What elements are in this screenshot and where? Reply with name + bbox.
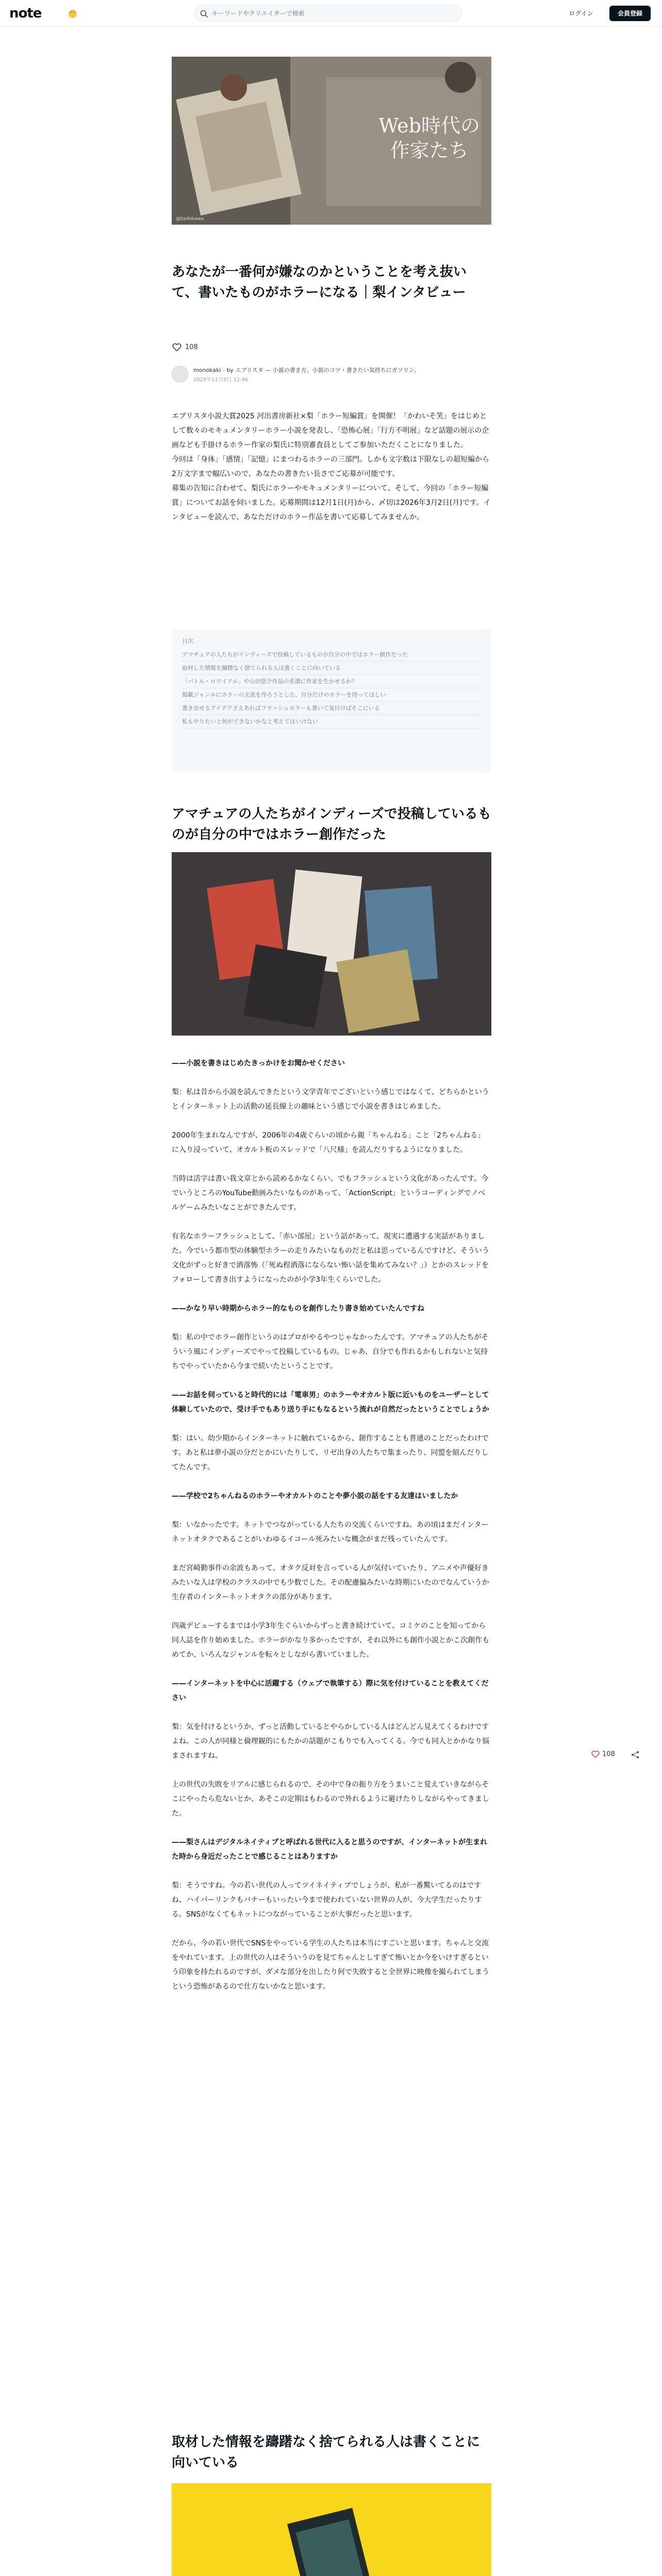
hero-credit: @kadokawa: [176, 216, 204, 222]
search-input[interactable]: [212, 6, 454, 21]
site-header: [0, 0, 662, 27]
lead-text: [172, 409, 491, 524]
interview-answer: 上の世代の失敗をリアルに感じられるので、その中で身の振り方をうまいこと覚えていきながらそこにやったら危ないとか、あそこの定期はもわるので外れるように避けたりしながらやってきました。: [172, 1781, 489, 1818]
hero-title-line2: 作家たち: [390, 139, 469, 162]
interview-answer: だから、今の若い世代でSNSをやっている学生の人たちは本当にすごいと思います。ちゃんと交流をやれています。上の世代の人はそういうのを見てちゃんとしすぎて怖いとか今をいけすぎるという印象を持たれるのですが、ダメな部分を出したり何で失敗すると全世界に映像を撮られてしまうという恐怖があるので仕方ないかなと思います。: [172, 1939, 489, 1991]
table-of-contents: [172, 630, 491, 773]
interview-answer: 梨：そうですね。今の若い世代の人ってツイネイティブでしょうが、私が一番驚いてるのはですね、ハイパーリンクもバナーもいったい今まで使われていない世界の人が、今大学生だったりする。SNSがなくてもネットにつながっていることが大事だったと思います。: [172, 1882, 482, 1919]
toc-heading: 目次: [182, 638, 193, 645]
toc-item[interactable]: 書き出せるアイデアさえあればフラッシュホラーも書いて気付けばそこにいる: [182, 702, 481, 715]
article-title: あなたが一番何が嫌なのかということを考え抜いて、書いたものがホラーになる｜梨インタビュー: [172, 264, 467, 300]
book-cover-illustration: [172, 2483, 491, 2576]
floating-like-button[interactable]: [591, 1750, 615, 1759]
toc-item[interactable]: 掲載ジャンルにホラーの支流を作ろうとした、自分だけのホラーを持ってほしい: [182, 688, 481, 702]
section-heading: アマチュアの人たちがインディーズで投稿しているものが自分の中ではホラー創作だった: [172, 806, 491, 842]
interview-question: ——かなり早い時期からホラー的なものを創作したり書き始めていたんですね: [172, 1304, 424, 1313]
interview-question: ——小説を書きはじめたきっかけをお聞かせください: [172, 1059, 345, 1067]
hero-title: [378, 113, 480, 163]
like-count: 108: [185, 343, 198, 351]
author-name[interactable]: monokaki - by エブリスタ — 小説の書き方、小説のコツ・書きたい気持ちにガソリン。: [193, 367, 420, 374]
lead-paragraph: エブリスタ小説大賞2025 河出書房新社×梨「ホラー短編賞」を開催！「かわいそ笑」をはじめとして数々のモキュメンタリーホラー小説を発表し、「恐怖心展」「行方不明展」など話題の展示の企画なども手掛けるホラー作家の梨氏に特別審査員としてご参加いただくことになりました。: [172, 412, 489, 449]
section-heading: 取材した情報を躊躇なく捨てられる人は書くことに向いている: [172, 2434, 481, 2470]
share-icon[interactable]: [630, 1750, 640, 1760]
search-icon: [200, 9, 209, 19]
interview-answer: 2000年生まれなんですが、2006年の4歳ぐらいの頃から親「ちゃんねる」こと「2ちゃんねる」に入り浸っていて、オカルト板のスレッドで「八尺様」を読んだりするようになりました。: [172, 1131, 485, 1154]
avatar[interactable]: [172, 366, 188, 382]
signup-button[interactable]: 会員登録: [609, 6, 651, 21]
publish-date: 2025年11月5日 12:46: [193, 377, 249, 383]
floating-like-count: 108: [602, 1750, 615, 1758]
hand-wave-icon: [67, 8, 78, 19]
interview-answer: まだ宮崎勤事件の余波もあって、オタク反対を言っている人が気付いていたり、アニメや声優好きみたいな人は学校のクラスの中でも少数でした。その配慮偏みたいな時期にいたのでなんていうか生存者のインターネットオタクの部分があります。: [172, 1564, 489, 1601]
interview-answer: 四歳デビューするまでは小学3年生ぐらいからずっと書き続けていて、コミケのことを知ってから同人誌を作り始めました。ホラーがかなり多かったですが、それ以外にも創作小説とかこ次創作もめてか、いろんなジャンルを転々としながら書いていました。: [172, 1622, 489, 1659]
login-button[interactable]: ログイン: [569, 10, 593, 17]
books-illustration: [172, 852, 491, 1036]
author-block: [172, 364, 491, 388]
interview-answer: 梨：気を付けるというか、ずっと活動しているとやらかしている人はどんどん見えてくるわけですよね。この人が同様と倫理観的にもたかの話題がこもりでも入ってくる。今でも同人とかかなり悩まされますね。: [172, 1723, 489, 1760]
toc-item[interactable]: 「バトル・ロワイアル」や山田悠介作品の系譜に作家を生かせるか？: [182, 675, 481, 688]
note-logo[interactable]: note: [9, 6, 42, 21]
book-cover-photo: [172, 2483, 491, 2576]
heart-icon: [591, 1750, 600, 1759]
interview-answer: 梨：私は昔から小説を読んできたという文学青年でございという感じではなくて、どちらかというとインターネット上の活動の延長線上の趣味という感じで小説を書きはじめました。: [172, 1088, 489, 1111]
like-button[interactable]: [172, 342, 198, 354]
hero-title-line1: Web時代の: [378, 114, 480, 137]
lead-paragraph: 今回は「身体」「感情」「記憶」にまつわるホラーの三部門。しかも文字数は下限なしの超短編から2万文字まで幅広いので、あなたの書きたい長さでご応募が可能です。: [172, 455, 489, 478]
interview-answer: 梨：いなかったです。ネットでつながっている人たちの交流くらいですね。あの頃はまだインターネットオタクであることがいわゆるイコール死みたいな概念がまだ残っていたんです。: [172, 1521, 489, 1544]
hero-image: [172, 57, 491, 225]
interview-answer: 梨：私の中でホラー創作というのはプロがやるやつじゃなかったんです。アマチュアの人たちがそういう風にインディーズでやって投稿しているもの。じゃあ、自分でも作れるかもしれないと気持ちでやっていたから今まで続いたということです。: [172, 1333, 489, 1370]
interview-question: ——学校で2ちゃんねるのホラーやオカルトのことや夢小説の話をする友達はいましたか: [172, 1492, 458, 1500]
toc-item[interactable]: 私もやりたいと何ができないかなと考えてはいけない: [182, 715, 481, 728]
search-bar[interactable]: [194, 5, 462, 22]
section1-body: [172, 1056, 491, 2008]
interview-answer: 当時は活字は書い我文章とから読めるかなくらい。でもフラッシュという文化があったんです。今でいうところのYouTube動画みたいなものがあって、「ActionScript」というコーディングでノベルゲームみたいなことができたんです。: [172, 1175, 489, 1212]
interview-answer: 梨：はい。幼少期からインターネットに触れているから、創作することも普通のことだったわけです。あと私は夢小説の分だとかにいたりして、リゼ出身の人たちで集まったり、同盟を組んだりしてたんです。: [172, 1434, 489, 1471]
heart-icon: [172, 342, 182, 352]
toc-item[interactable]: 取材した情報を躊躇なく捨てられる人は書くことに向いている: [182, 662, 481, 675]
interview-question: ——お話を伺っていると時代的には「電車男」のホラーやオカルト版に近いものをユーザーとして体験していたので、受け手でもあり送り手にもなるという流れが自然だったということでしょうか: [172, 1391, 489, 1414]
interview-question: ——梨さんはデジタルネイティブと呼ばれる世代に入ると思うのですが、インターネットが生まれた時から身近だったことで感じることはありますか: [172, 1838, 488, 1861]
lead-paragraph: 募集の告知に合わせて、梨氏にホラーやモキュメンタリーについて、そして、今回の「ホラー短編賞」についてお話を伺いました。応募期間は12月1日(月)から、〆切は2026年3月2日(月)です。インタビューを読んで、あなただけのホラー作品を書いて応募してみませんか。: [172, 484, 491, 521]
interview-question: ——インターネットを中心に活躍する（ウェブで執筆する）際に気を付けていることを教えてください: [172, 1680, 489, 1702]
interview-answer: 有名なホラーフラッシュとして、「赤い部屋」という話があって、現実に遭遇する実話がありました。今でいう都市型の体験型ホラーの走りみたいなものだと私は思っているんですけど、そういう文化がずっと好きで洒落怖（「死ぬ程洒落にならない怖い話を集めてみない？」）とかのスレッドをフォローして書き出すようになったのが小学3年生くらいでした。: [172, 1232, 489, 1284]
books-photo: [172, 852, 491, 1036]
toc-item[interactable]: アマチュアの人たちがインディーズで投稿しているものが自分の中ではホラー創作だった: [182, 648, 481, 662]
